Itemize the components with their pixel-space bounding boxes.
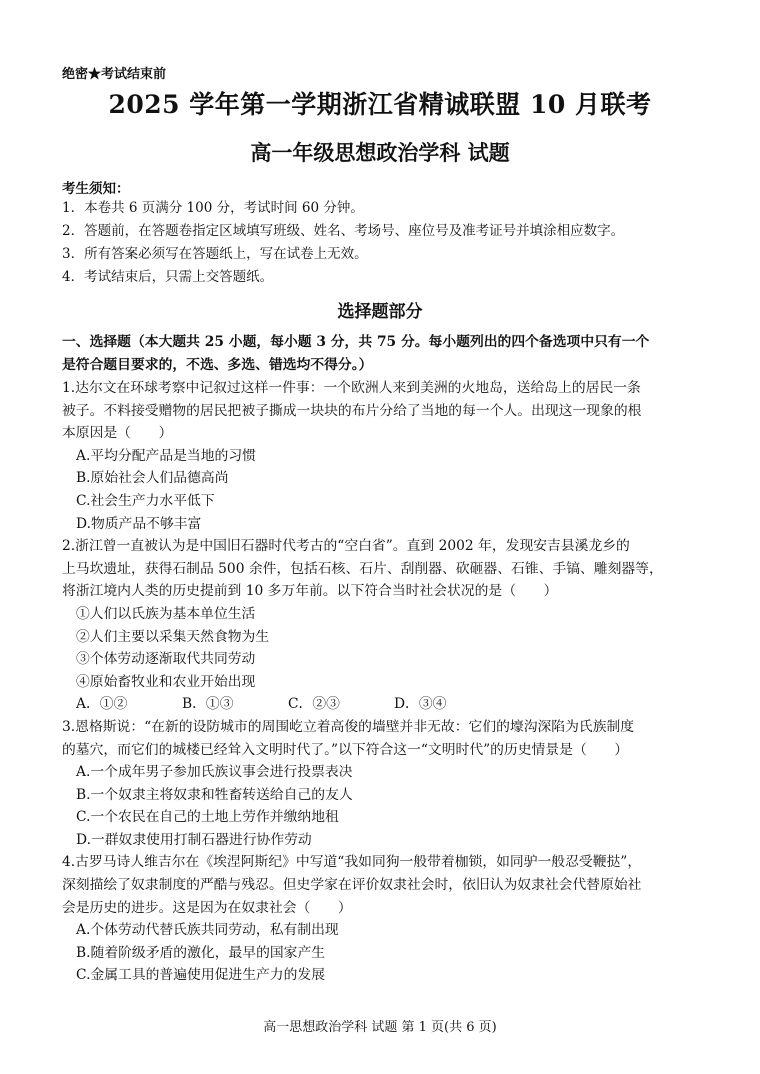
question-list: [62, 377, 704, 987]
choice-a: A．①②: [76, 696, 128, 713]
question-stem-line: 1.达尔文在环球考察中记叙过这样一件事：一个欧洲人来到美洲的火地岛，送给岛上的居民一条: [62, 380, 641, 396]
option-a: A.一个成年男子参加氏族议事会进行投票表决: [76, 764, 353, 781]
notice-item: 3．所有答案必须写在答题纸上，写在试卷上无效。: [62, 246, 368, 262]
section-title: 选择题部分: [337, 302, 423, 322]
option-c: C.社会生产力水平低下: [76, 492, 215, 509]
option-d: D.一群奴隶使用打制石器进行协作劳动: [76, 831, 312, 848]
section-instructions: [62, 331, 702, 377]
option-d: D.物质产品不够丰富: [76, 515, 202, 532]
notice-item: 1．本卷共 6 页满分 100 分，考试时间 60 分钟。: [62, 200, 364, 216]
question-stem-line: 将浙江境内人类的历史提前到 10 多万年前。以下符合当时社会状况的是（ ）: [62, 583, 558, 600]
notice-list: [62, 197, 624, 289]
instruction-line: 一、选择题（本大题共 25 小题，每小题 3 分，共 75 分。每小题列出的四个备选项中只有一个: [62, 334, 650, 350]
question-stem-line: 上马坎遗址，获得石制品 500 余件，包括石核、石片、刮削器、砍砸器、石锥、手镐、雕刻器等，: [62, 560, 663, 577]
question-3: [62, 716, 704, 852]
notice-item: 4．考试结束后，只需上交答题纸。: [62, 269, 274, 285]
question-1: [62, 377, 704, 535]
question-stem-line: 深刻描绘了奴隶制度的严酷与残忍。但史学家在评价奴隶社会时，依旧认为奴隶社会代替原始社: [62, 877, 642, 894]
question-stem-line: 被子。不料接受赠物的居民把被子撕成一块块的布片分给了当地的每一个人。出现这一现象的根: [62, 402, 642, 419]
question-stem-line: 4.古罗马诗人维吉尔在《埃涅阿斯纪》中写道“我如同狗一般带着枷锁，如同驴一般忍受鞭挞”，: [62, 854, 642, 871]
statement-3: ③个体劳动逐渐取代共同劳动: [76, 651, 256, 668]
option-b: B.原始社会人们品德高尚: [76, 470, 229, 487]
instruction-line: 是符合题目要求的，不选、多选、错选均不得分。）: [62, 357, 373, 373]
question-2: [62, 535, 704, 716]
question-4: [62, 851, 704, 987]
question-stem-line: 的墓穴，而它们的城楼已经耸入文明时代了。”以下符合这一“文明时代”的历史情景是（ ）: [62, 741, 629, 758]
choice-b: B．①③: [182, 696, 234, 713]
question-stem-line: 2.浙江曾一直被认为是中国旧石器时代考古的“空白省”。直到 2002 年，发现安吉县溪龙乡的: [62, 538, 630, 555]
exam-title: 2025 学年第一学期浙江省精诚联盟 10 月联考: [108, 90, 652, 119]
exam-subtitle: 高一年级思想政治学科 试题: [250, 140, 510, 165]
notice-item: 2．答题前，在答题卷指定区域填写班级、姓名、考场号、座位号及准考证号并填涂相应数字。: [62, 223, 625, 239]
statement-2: ②人们主要以采集天然食物为生: [76, 628, 270, 645]
option-a: A.个体劳动代替氏族共同劳动，私有制出现: [76, 922, 339, 939]
question-stem-line: 3.恩格斯说：“在新的设防城市的周围屹立着高俊的墙壁并非无故：它们的壕沟深陷为氏族制度: [62, 718, 635, 735]
choice-d: D．③④: [394, 696, 447, 713]
option-c: C.金属工具的普遍使用促进生产力的发展: [76, 967, 325, 984]
page-footer: 高一思想政治学科 试题 第 1 页(共 6 页): [263, 1020, 497, 1035]
option-b: B.随着阶级矛盾的激化，最早的国家产生: [76, 944, 326, 961]
notice-heading: 考生须知：: [62, 181, 130, 197]
choice-row: [62, 693, 704, 716]
question-stem-line: 会是历史的进步。这是因为在奴隶社会（ ）: [62, 899, 352, 916]
option-a: A.平均分配产品是当地的习惯: [76, 447, 256, 464]
choice-c: C．②③: [288, 696, 340, 713]
option-c: C.一个农民在自己的土地上劳作并缴纳地租: [76, 809, 339, 826]
statement-1: ①人们以氏族为基本单位生活: [76, 605, 256, 622]
question-stem-line: 本原因是（ ）: [62, 425, 173, 442]
statement-4: ④原始畜牧业和农业开始出现: [76, 673, 256, 690]
confidential-label: 绝密★考试结束前: [62, 67, 167, 82]
option-b: B.一个奴隶主将奴隶和牲畜转送给自己的友人: [76, 786, 353, 803]
